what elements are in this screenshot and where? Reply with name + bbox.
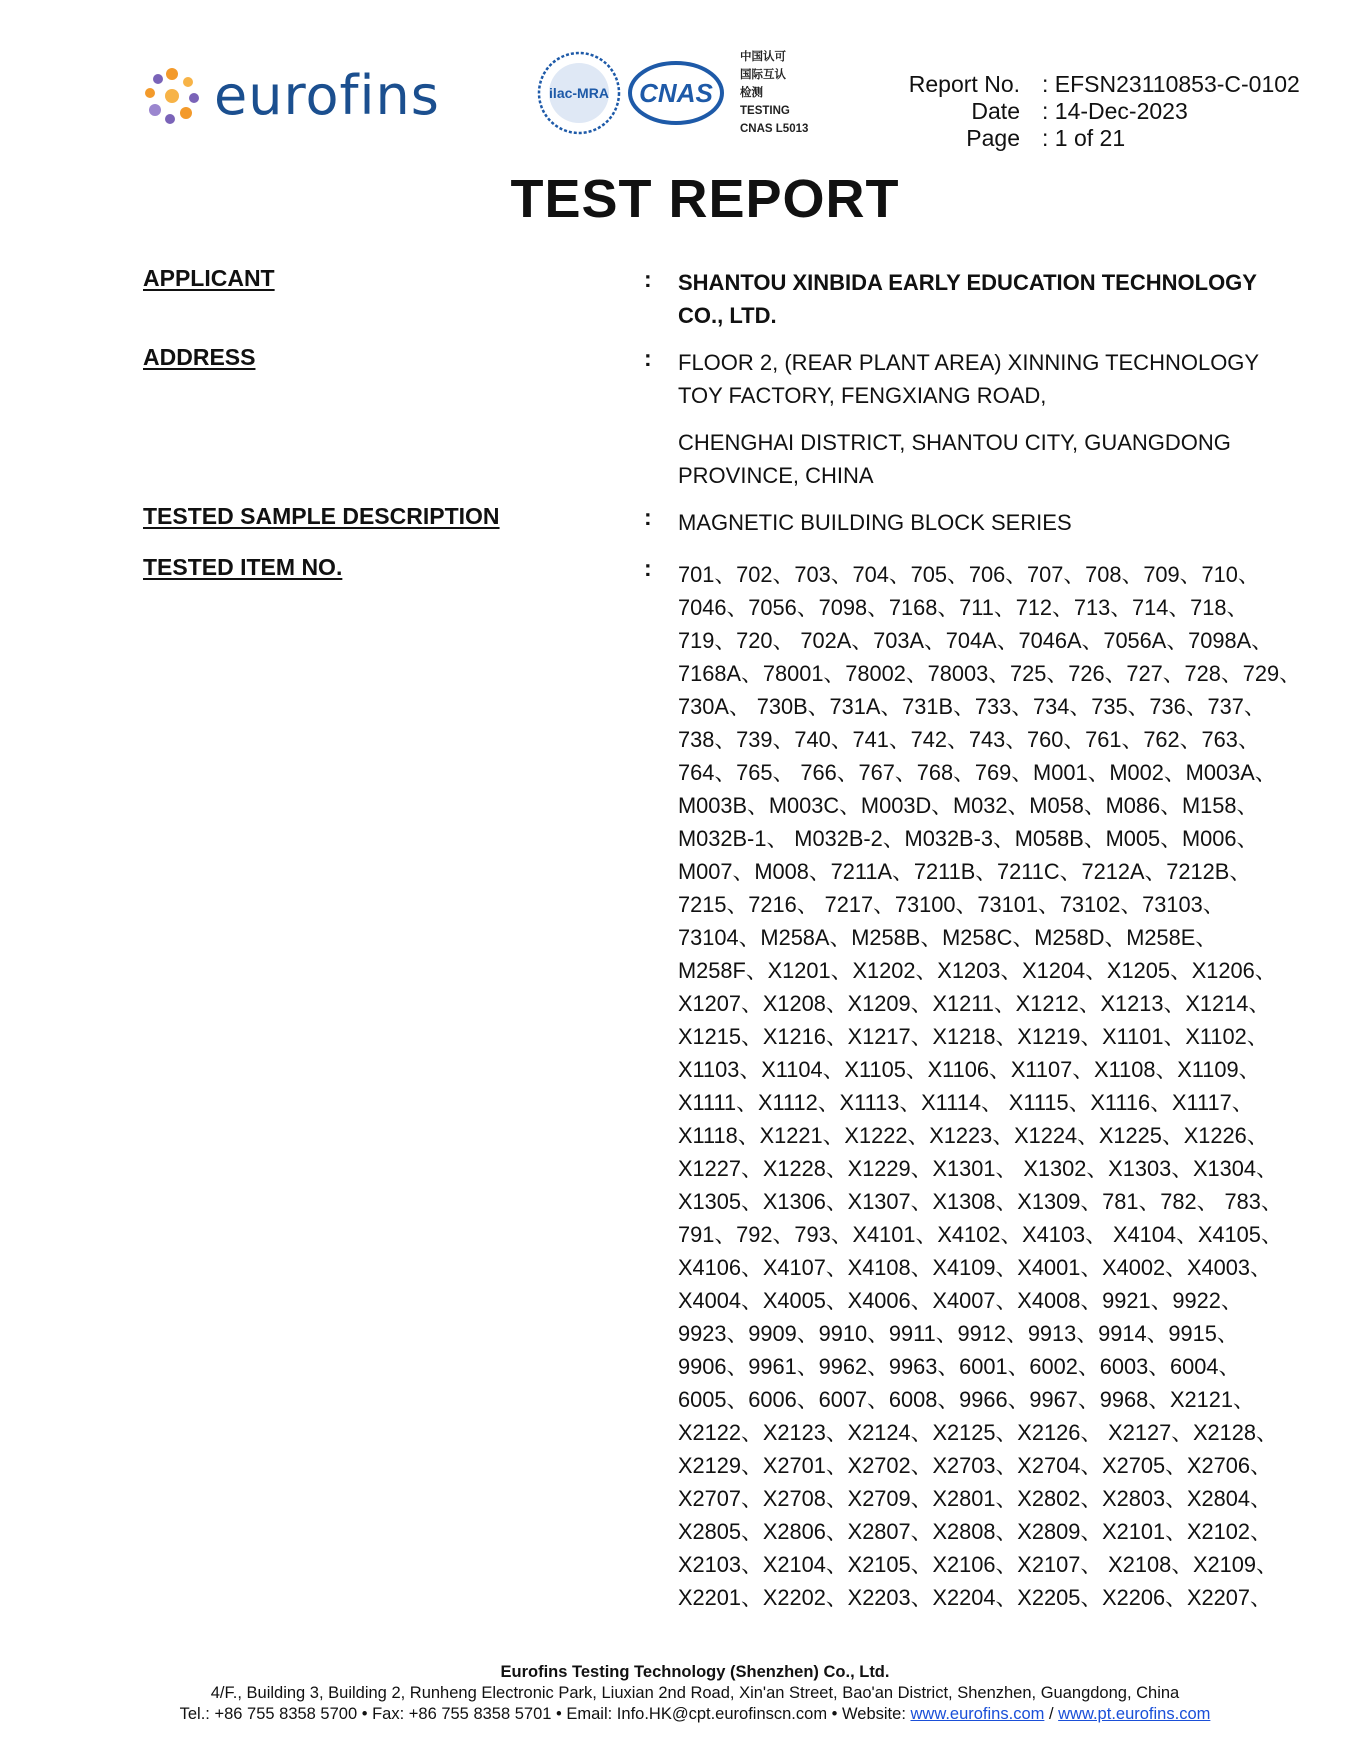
- footer-company: Eurofins Testing Technology (Shenzhen) Co., Ltd.: [500, 1663, 890, 1681]
- item-line: X2129、X2701、X2702、X2703、X2704、X2705、X2706、: [678, 1453, 1272, 1478]
- page-footer: [0, 1662, 1360, 1725]
- page-label: Page: [966, 125, 1020, 151]
- sample-description-colon: :: [644, 504, 652, 530]
- sample-description-label: TESTED SAMPLE DESCRIPTION: [143, 503, 500, 529]
- item-line: 764、765、 766、767、768、769、M001、M002、M003A、: [678, 760, 1277, 785]
- accreditation-marks: [536, 48, 808, 138]
- address-line: CHENGHAI DISTRICT, SHANTOU CITY, GUANGDONG: [678, 430, 1231, 455]
- footer-contact-text: Tel.: +86 755 8358 5700 • Fax: +86 755 8358 5701 • Email: Info.HK@cpt.eurofinscn.com • Website:: [179, 1705, 911, 1723]
- item-line: M003B、M003C、M003D、M032、M058、M086、M158、: [678, 793, 1259, 818]
- report-no-label: Report No.: [908, 71, 1020, 97]
- address-colon: :: [644, 345, 652, 371]
- item-line: 730A、 730B、731A、731B、733、734、735、736、737、: [678, 694, 1266, 719]
- eurofins-logo: [142, 66, 440, 126]
- applicant-line: SHANTOU XINBIDA EARLY EDUCATION TECHNOLOGY: [678, 270, 1257, 295]
- item-line: 9906、9961、9962、9963、6001、6002、6003、6004、: [678, 1354, 1241, 1379]
- address-line: TOY FACTORY, FENGXIANG ROAD,: [678, 383, 1047, 408]
- footer-contact: [0, 1704, 1360, 1725]
- item-line: X1215、X1216、X1217、X1218、X1219、X1101、X1102、: [678, 1024, 1269, 1049]
- date-value: : 14-Dec-2023: [1042, 98, 1188, 124]
- item-line: X2122、X2123、X2124、X2125、X2126、 X2127、X2128、: [678, 1420, 1278, 1445]
- footer-address: 4/F., Building 3, Building 2, Runheng Electronic Park, Liuxian 2nd Road, Xin'an Street, Bao'an District, Shenzhen, Guangdong, China: [210, 1684, 1180, 1702]
- footer-link-separator: /: [1044, 1705, 1059, 1723]
- ilac-label: ilac-MRA: [549, 85, 609, 101]
- eurofins-website-link[interactable]: www.eurofins.com: [910, 1705, 1045, 1723]
- item-line: X4106、X4107、X4108、X4109、X4001、X4002、X4003、: [678, 1255, 1272, 1280]
- date-label: Date: [971, 98, 1020, 124]
- item-line: X2201、X2202、X2203、X2204、X2205、X2206、X2207、: [678, 1585, 1272, 1610]
- cnas-accreditation-text: [740, 48, 808, 138]
- ilac-mra-logo: [536, 50, 622, 136]
- item-line: 73104、M258A、M258B、M258C、M258D、M258E、: [678, 925, 1218, 950]
- item-line: 7168A、78001、78002、78003、725、726、727、728、729、: [678, 661, 1301, 686]
- item-line: X2805、X2806、X2807、X2808、X2809、X2101、X2102、: [678, 1519, 1272, 1544]
- item-line: X1305、X1306、X1307、X1308、X1309、781、782、 783、: [678, 1189, 1283, 1214]
- item-line: X1103、X1104、X1105、X1106、X1107、X1108、X1109、: [678, 1057, 1261, 1082]
- item-line: X1118、X1221、X1222、X1223、X1224、X1225、X1226、: [678, 1123, 1269, 1148]
- brand-name: eurofins: [214, 64, 440, 127]
- applicant-label: APPLICANT: [143, 265, 275, 291]
- tested-item-colon: :: [644, 555, 652, 581]
- address-line: FLOOR 2, (REAR PLANT AREA) XINNING TECHNOLOGY: [678, 350, 1260, 375]
- item-line: 738、739、740、741、742、743、760、761、762、763、: [678, 727, 1260, 752]
- address-label: ADDRESS: [143, 344, 256, 370]
- item-line: M258F、X1201、X1202、X1203、X1204、X1205、X1206、: [678, 958, 1277, 983]
- cnas-line: 检测: [740, 87, 763, 99]
- item-line: X1207、X1208、X1209、X1211、X1212、X1213、X1214、: [678, 991, 1271, 1016]
- item-line: 6005、6006、6007、6008、9966、9967、9968、X2121、: [678, 1387, 1255, 1412]
- item-line: X4004、X4005、X4006、X4007、X4008、9921、9922、: [678, 1288, 1243, 1313]
- eurofins-dots-icon: [142, 66, 202, 126]
- item-line: 701、702、703、704、705、706、707、708、709、710、: [678, 562, 1260, 587]
- applicant-colon: :: [644, 266, 652, 292]
- document-title: TEST REPORT: [510, 169, 900, 229]
- page-value: : 1 of 21: [1042, 125, 1126, 151]
- cnas-line: 国际互认: [740, 69, 786, 81]
- item-line: 7215、7216、 7217、73100、73101、73102、73103、: [678, 892, 1225, 917]
- cnas-line: CNAS L5013: [740, 123, 809, 135]
- item-line: X2103、X2104、X2105、X2106、X2107、 X2108、X2109、: [678, 1552, 1278, 1577]
- cnas-line: TESTING: [740, 105, 790, 117]
- cnas-label: CNAS: [639, 78, 713, 108]
- cnas-line: 中国认可: [740, 51, 786, 63]
- item-line: M007、M008、7211A、7211B、7211C、7212A、7212B、: [678, 859, 1252, 884]
- tested-item-list: [678, 558, 1328, 1614]
- item-line: 791、792、793、X4101、X4102、X4103、 X4104、X4105、: [678, 1222, 1283, 1247]
- cnas-logo: [626, 58, 726, 128]
- item-line: X1227、X1228、X1229、X1301、 X1302、X1303、X1304、: [678, 1156, 1278, 1181]
- address-value: [678, 346, 1328, 492]
- address-line: PROVINCE, CHINA: [678, 463, 874, 488]
- sample-description-value: MAGNETIC BUILDING BLOCK SERIES: [678, 510, 1072, 535]
- report-meta: [900, 71, 1300, 152]
- applicant-value: [678, 266, 1328, 332]
- applicant-line: CO., LTD.: [678, 303, 777, 328]
- pt-eurofins-website-link[interactable]: www.pt.eurofins.com: [1058, 1705, 1211, 1723]
- item-line: 719、720、 702A、703A、704A、7046A、7056A、7098A、: [678, 628, 1273, 653]
- tested-item-label: TESTED ITEM NO.: [143, 554, 343, 580]
- report-no-value: : EFSN23110853-C-0102: [1042, 71, 1300, 97]
- item-line: X2707、X2708、X2709、X2801、X2802、X2803、X2804、: [678, 1486, 1272, 1511]
- item-line: 9923、9909、9910、9911、9912、9913、9914、9915、: [678, 1321, 1239, 1346]
- item-line: 7046、7056、7098、7168、711、712、713、714、718、: [678, 595, 1249, 620]
- item-line: X1111、X1112、X1113、X1114、 X1115、X1116、X1117、: [678, 1090, 1254, 1115]
- item-line: M032B-1、 M032B-2、M032B-3、M058B、M005、M006、: [678, 826, 1259, 851]
